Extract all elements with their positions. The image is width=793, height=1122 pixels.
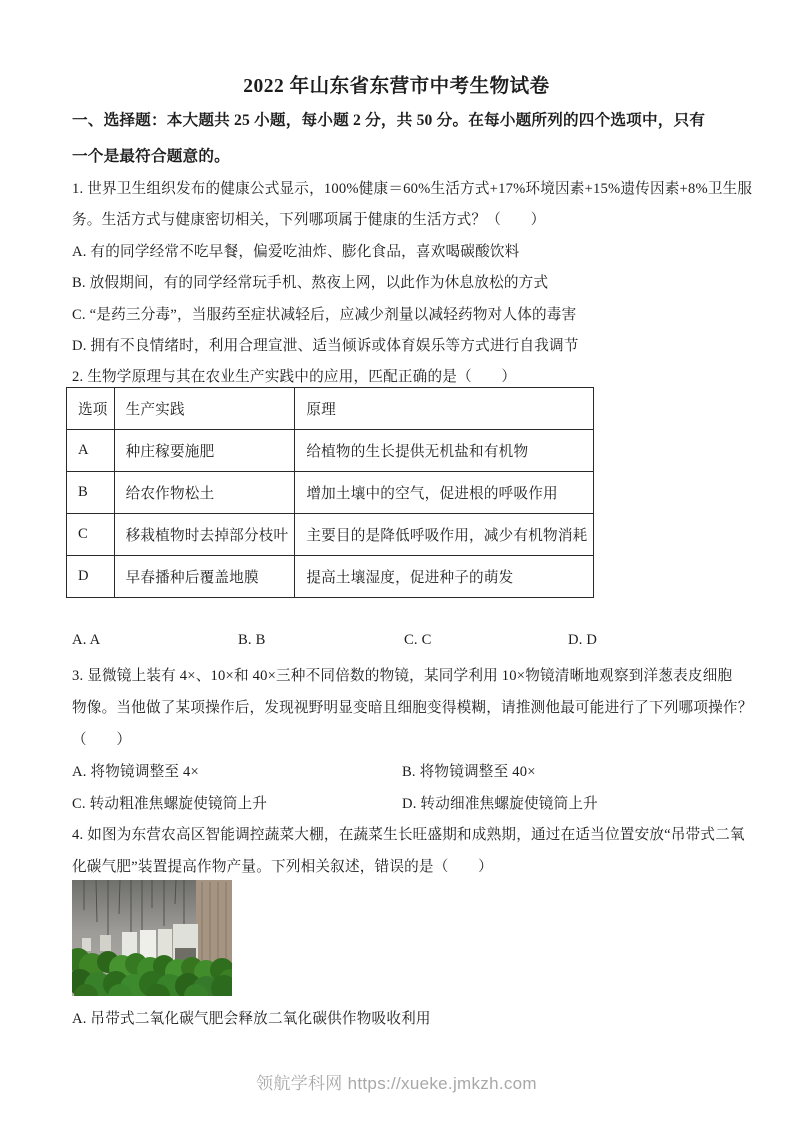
table-cell: 给农作物松土 [114,472,295,514]
table-cell: A [67,430,115,472]
section-heading-line1: 一、选择题：本大题共 25 小题，每小题 2 分，共 50 分。在每小题所列的四个选项中，只有 [72,112,706,129]
watermark-footer: 领航学科网 https://xueke.jmkzh.com [256,1074,537,1093]
table-header-row [67,388,594,430]
table-row [67,430,594,472]
page-title: 2022 年山东省东营市中考生物试卷 [243,76,550,97]
table-cell: 种庄稼要施肥 [114,430,295,472]
q1-stem-line1: 1. 世界卫生组织发布的健康公式显示，100%健康＝60%生活方式+17%环境因素+15%遗传因素+8%卫生服 [72,181,753,197]
q2-answer-a: A. A [72,632,101,648]
table-cell: C [67,514,115,556]
table-row [67,556,594,598]
q1-option-c: C. “是药三分毒”，当服药至症状减轻后，应减少剂量以减轻药物对人体的毒害 [72,307,577,323]
q3-stem-line1: 3. 显微镜上装有 4×、10×和 40×三种不同倍数的物镜，某同学利用 10×物镜清晰地观察到洋葱表皮细胞 [72,668,733,684]
q3-option-b: B. 将物镜调整至 40× [402,764,536,780]
table-cell: 主要目的是降低呼吸作用，减少有机物消耗 [295,514,594,556]
q3-stem-line2: 物像。当他做了某项操作后，发现视野明显变暗且细胞变得模糊，请推测他最可能进行了下列哪项操作？ [72,700,753,716]
table-cell: D [67,556,115,598]
table-header-cell: 生产实践 [114,388,295,430]
table-row [67,472,594,514]
q1-option-d: D. 拥有不良情绪时，利用合理宣泄、适当倾诉或体育娱乐等方式进行自我调节 [72,338,579,354]
q2-answer-b: B. B [238,632,266,648]
greenhouse-photo [72,880,232,996]
q3-option-d: D. 转动细准焦螺旋使镜筒上升 [402,796,598,812]
table-cell: 给植物的生长提供无机盐和有机物 [295,430,594,472]
q4-stem-line2: 化碳气肥”装置提高作物产量。下列相关叙述，错误的是（ ） [72,859,493,875]
q4-stem-line1: 4. 如图为东营农高区智能调控蔬菜大棚，在蔬菜生长旺盛期和成熟期，通过在适当位置安放“吊带式二氧 [72,827,745,843]
q3-option-a: A. 将物镜调整至 4× [72,764,199,780]
table-cell: 提高土壤湿度，促进种子的萌发 [295,556,594,598]
q2-answer-d: D. D [568,632,598,648]
q3-option-c: C. 转动粗准焦螺旋使镜筒上升 [72,796,268,812]
q2-table [66,387,594,598]
q2-stem: 2. 生物学原理与其在农业生产实践中的应用，匹配正确的是（ ） [72,369,517,385]
table-cell: B [67,472,115,514]
q4-option-a: A. 吊带式二氧化碳气肥会释放二氧化碳供作物吸收利用 [72,1011,431,1027]
table-header-cell: 原理 [295,388,594,430]
q1-option-a: A. 有的同学经常不吃早餐，偏爱吃油炸、膨化食品，喜欢喝碳酸饮料 [72,244,520,260]
q1-stem-line2: 务。生活方式与健康密切相关，下列哪项属于健康的生活方式？（ ） [72,212,546,228]
table-header-cell: 选项 [67,388,115,430]
q2-answer-c: C. C [404,632,432,648]
q3-stem-line3: （ ） [72,732,132,748]
q1-option-b: B. 放假期间，有的同学经常玩手机、熬夜上网，以此作为休息放松的方式 [72,275,549,291]
section-heading-line2: 一个是最符合题意的。 [72,148,230,165]
table-row [67,514,594,556]
table-cell: 移栽植物时去掉部分枝叶 [114,514,295,556]
table-cell: 增加土壤中的空气，促进根的呼吸作用 [295,472,594,514]
table-cell: 早春播种后覆盖地膜 [114,556,295,598]
